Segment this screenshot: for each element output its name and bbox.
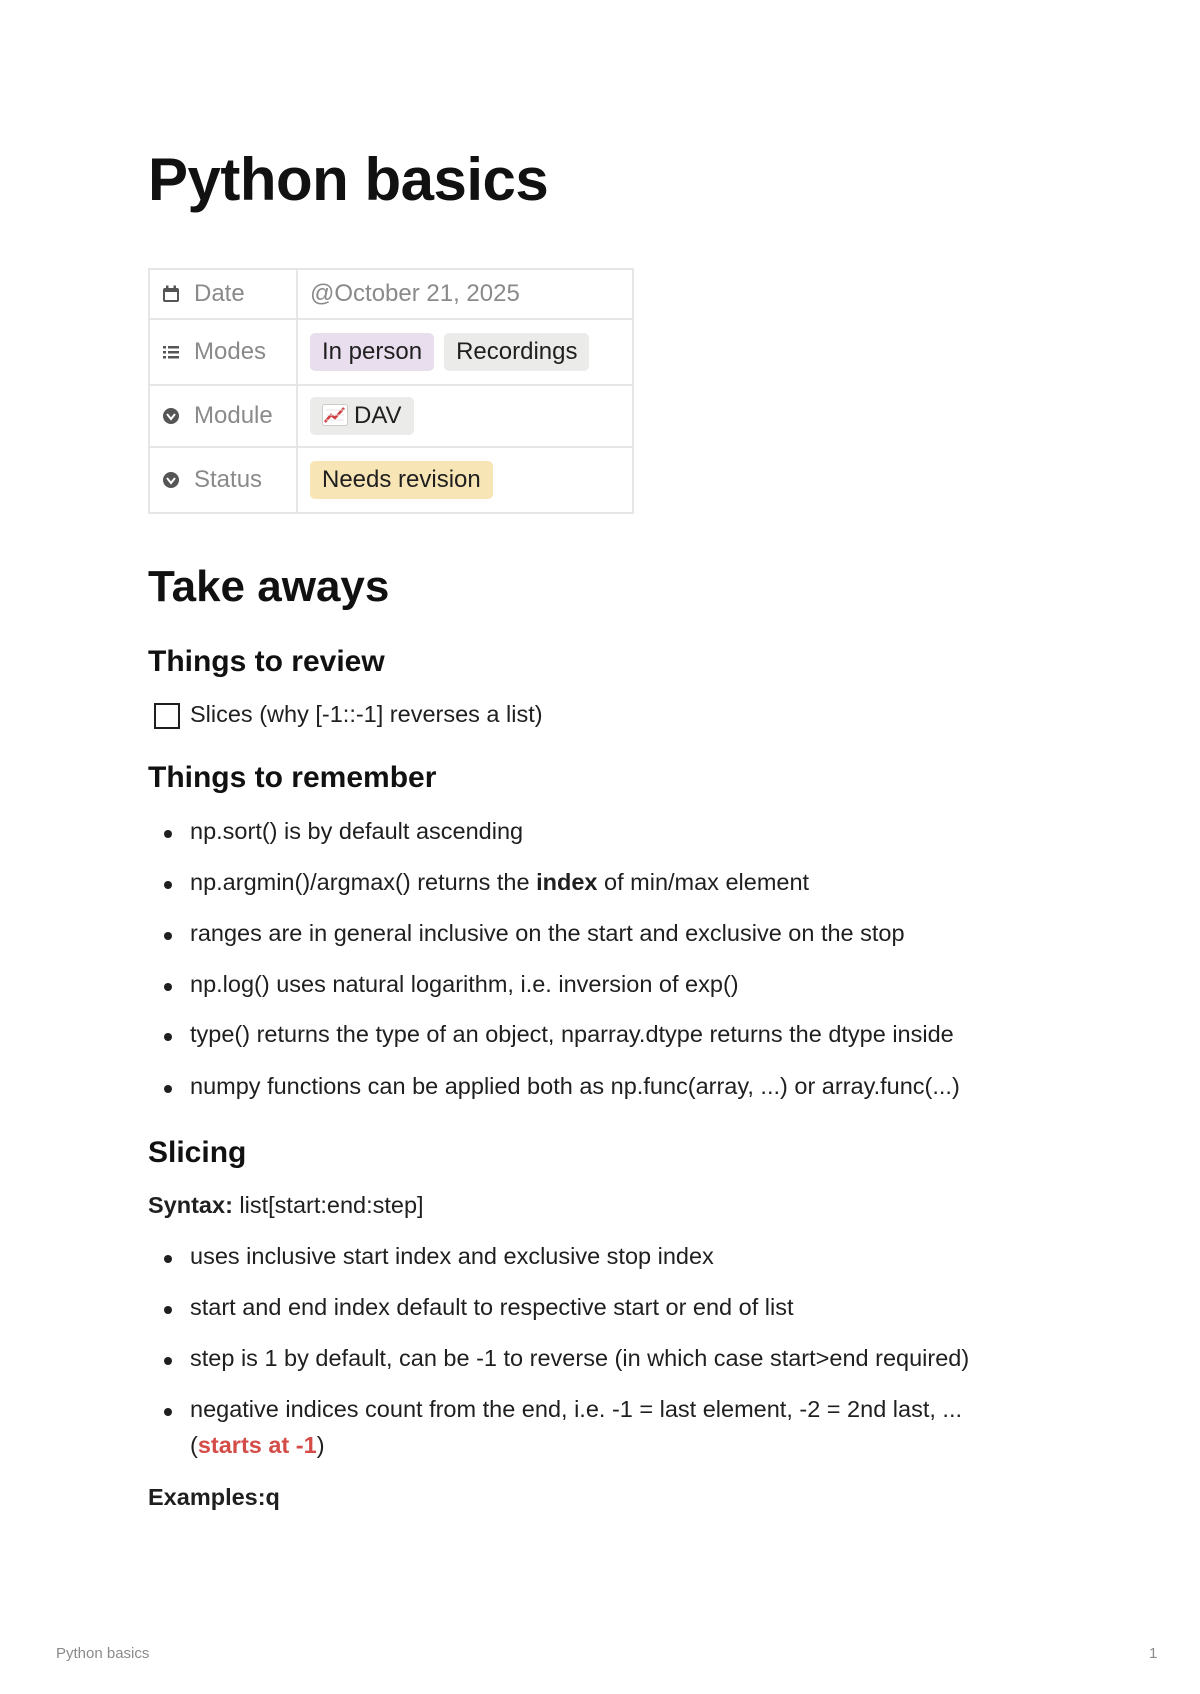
list-item: ranges are in general inclusive on the start and exclusive on the stop [190, 920, 905, 946]
footer-title: Python basics [56, 1645, 150, 1662]
heading-things-to-review: Things to review [148, 645, 385, 678]
property-row-modes [149, 319, 633, 385]
property-row-module [149, 385, 633, 447]
module-value: DAV [354, 402, 402, 429]
tag-in-person[interactable]: In person [310, 333, 434, 371]
bold-index: index [536, 869, 598, 895]
bullet-dot [164, 1033, 172, 1041]
todo-checkbox[interactable] [154, 703, 180, 729]
status-badge[interactable]: Needs revision [310, 461, 493, 499]
list-item: np.sort() is by default ascending [190, 818, 524, 844]
select-icon [162, 471, 180, 489]
bullet-dot [164, 1357, 172, 1365]
list-item-continuation: (starts at -1) [190, 1432, 325, 1458]
heading-take-aways: Take aways [148, 562, 390, 611]
list-item: negative indices count from the end, i.e. -1 = last element, -2 = 2nd last, ... [190, 1396, 963, 1422]
property-row-date [149, 269, 633, 319]
property-label-modes: Modes [194, 338, 267, 365]
bullet-dot [164, 1408, 172, 1416]
list-item: np.argmin()/argmax() returns the index of min/max element [190, 869, 810, 895]
list-item: step is 1 by default, can be -1 to reverse (in which case start>end required) [190, 1345, 970, 1371]
heading-things-to-remember: Things to remember [148, 761, 437, 794]
tag-module[interactable] [310, 397, 414, 435]
list-item: start and end index default to respective start or end of list [190, 1294, 794, 1320]
status-value-cell[interactable] [297, 447, 633, 513]
list-icon [162, 343, 180, 361]
module-value-cell[interactable] [297, 385, 633, 447]
bullet-dot [164, 1306, 172, 1314]
property-label-date: Date [194, 280, 245, 307]
date-value[interactable]: @October 21, 2025 [310, 280, 520, 307]
examples-label: Examples:q [148, 1484, 280, 1510]
bullet-dot [164, 983, 172, 991]
bullet-dot [164, 1085, 172, 1093]
footer-page-number: 1 [1149, 1645, 1158, 1662]
property-row-status [149, 447, 633, 513]
property-label-status: Status [194, 466, 263, 493]
list-item: type() returns the type of an object, nparray.dtype returns the dtype inside [190, 1021, 954, 1047]
heading-slicing: Slicing [148, 1136, 247, 1169]
page-title: Python basics [148, 146, 549, 213]
property-label-module: Module [194, 402, 273, 429]
date-value-cell[interactable] [297, 269, 633, 319]
properties-table [148, 268, 634, 514]
list-item: uses inclusive start index and exclusive stop index [190, 1243, 714, 1269]
tag-recordings[interactable]: Recordings [444, 333, 589, 371]
chart-increasing-icon [322, 404, 348, 426]
highlight-red: starts at -1 [197, 1432, 317, 1458]
bullet-dot [164, 932, 172, 940]
select-icon [162, 407, 180, 425]
modes-value-cell[interactable] [297, 319, 633, 385]
todo-text: Slices (why [-1::-1] reverses a list) [190, 701, 543, 727]
bullet-dot [164, 1255, 172, 1263]
list-item: numpy functions can be applied both as np.func(array, ...) or array.func(...) [190, 1073, 960, 1099]
bullet-dot [164, 881, 172, 889]
syntax-line: Syntax: list[start:end:step] [148, 1192, 424, 1218]
bullet-dot [164, 830, 172, 838]
calendar-icon [162, 285, 180, 303]
list-item: np.log() uses natural logarithm, i.e. inversion of exp() [190, 971, 739, 997]
